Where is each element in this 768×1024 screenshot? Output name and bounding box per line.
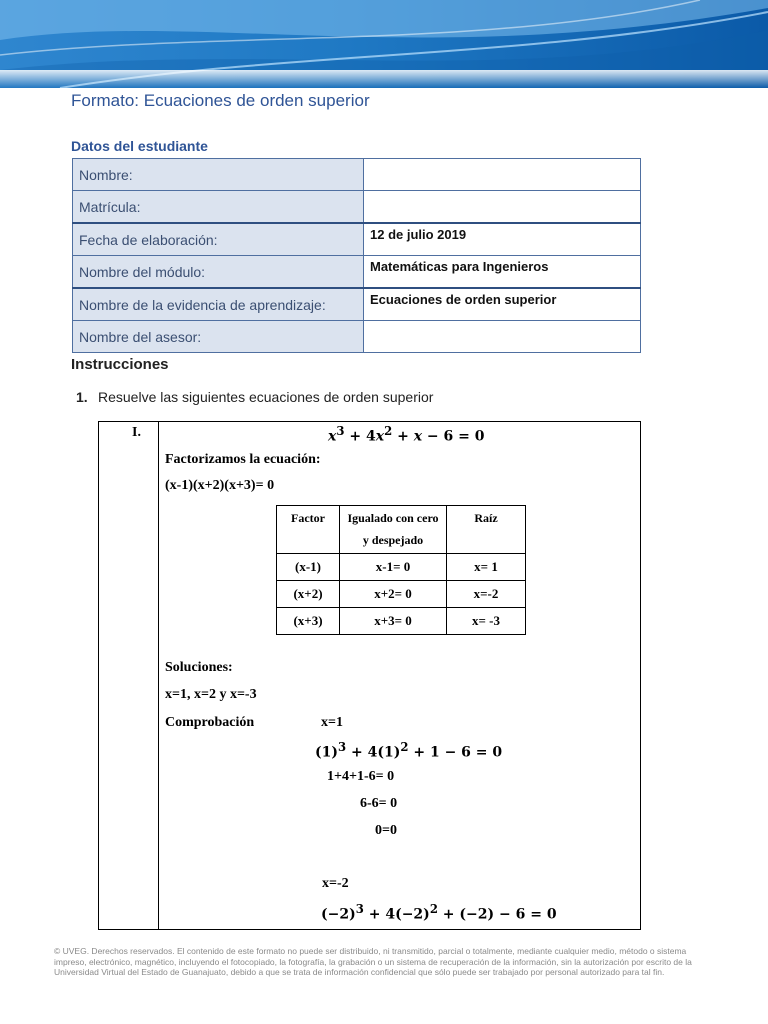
table-cell: (x-1) bbox=[277, 554, 340, 581]
table-row bbox=[73, 191, 641, 224]
row-value: Ecuaciones de orden superior bbox=[364, 288, 641, 321]
table-row bbox=[277, 581, 526, 608]
row-label: Matrícula: bbox=[73, 191, 364, 224]
table-row bbox=[73, 159, 641, 191]
check2-equation: $(-2)^3 + 4(-2)^2 + (-2) - 6 = 0$ bbox=[321, 902, 557, 923]
check1-step: 6-6= 0 bbox=[360, 796, 398, 811]
table-cell: (x+2) bbox=[277, 581, 340, 608]
factored-equation: (x-1)(x+2)(x+3)= 0 bbox=[165, 478, 275, 493]
check1-x: x=1 bbox=[321, 715, 343, 730]
row-value bbox=[364, 321, 641, 353]
row-value: Matemáticas para Ingenieros bbox=[364, 256, 641, 289]
table-cell: x-1= 0 bbox=[340, 554, 447, 581]
table-row bbox=[277, 608, 526, 635]
row-value bbox=[364, 159, 641, 191]
exercise-box bbox=[98, 421, 641, 930]
copyright-footer: © UVEG. Derechos reservados. El contenido de este formato no puede ser distribuido, ni transmitido, parcial o totalmente, mediante cualquier medio, método o sistema impreso, electrónico, magnético, incluyendo el fotocopiado, la fotografía, la grabación o un sistema de recuperación de la información, sin la autorización por escrito de la Universidad Virtual del Estado de Guanajuato, debido a que se trata de información confidencial que sólo puede ser trabajado por personal autorizado para tal fin. bbox=[54, 946, 692, 977]
row-label: Nombre del asesor: bbox=[73, 321, 364, 353]
student-section-label: Datos del estudiante bbox=[71, 138, 208, 154]
table-cell: x+2= 0 bbox=[340, 581, 447, 608]
row-label: Fecha de elaboración: bbox=[73, 223, 364, 256]
table-header: Igualado con cero y despejado bbox=[340, 506, 447, 554]
student-data-table bbox=[72, 158, 641, 353]
row-label: Nombre: bbox=[73, 159, 364, 191]
solutions-heading: Soluciones: bbox=[165, 660, 233, 675]
page-title: Formato: Ecuaciones de orden superior bbox=[71, 91, 370, 110]
row-value: 12 de julio 2019 bbox=[364, 223, 641, 256]
table-row bbox=[277, 506, 526, 554]
column-divider bbox=[158, 422, 159, 929]
table-cell: (x+3) bbox=[277, 608, 340, 635]
instructions-heading: Instrucciones bbox=[71, 356, 169, 373]
main-equation: $x^3 + 4x^2 + x - 6 = 0$ bbox=[328, 424, 485, 445]
check1-step: 1+4+1-6= 0 bbox=[327, 769, 395, 784]
table-header: Raíz bbox=[447, 506, 526, 554]
factor-table bbox=[276, 505, 526, 635]
instruction-item bbox=[76, 389, 433, 405]
table-cell: x= -3 bbox=[447, 608, 526, 635]
table-row bbox=[73, 256, 641, 289]
solutions-text: x=1, x=2 y x=-3 bbox=[165, 687, 257, 702]
header-banner bbox=[0, 0, 768, 88]
row-label: Nombre de la evidencia de aprendizaje: bbox=[73, 288, 364, 321]
table-row bbox=[73, 288, 641, 321]
table-cell: x=-2 bbox=[447, 581, 526, 608]
table-row bbox=[277, 554, 526, 581]
table-row bbox=[73, 223, 641, 256]
check1-step: 0=0 bbox=[375, 823, 397, 838]
exercise-numeral: I. bbox=[132, 425, 141, 440]
table-row bbox=[73, 321, 641, 353]
check-heading: Comprobación bbox=[165, 715, 255, 730]
check1-equation: $(1)^3 + 4(1)^2 + 1 - 6 = 0$ bbox=[315, 740, 503, 761]
row-value bbox=[364, 191, 641, 224]
table-header: Factor bbox=[277, 506, 340, 554]
table-cell: x= 1 bbox=[447, 554, 526, 581]
item-number: 1. bbox=[76, 389, 88, 405]
table-cell: x+3= 0 bbox=[340, 608, 447, 635]
item-text: Resuelve las siguientes ecuaciones de orden superior bbox=[98, 389, 434, 405]
row-label: Nombre del módulo: bbox=[73, 256, 364, 289]
factor-heading: Factorizamos la ecuación: bbox=[165, 452, 321, 467]
check2-x: x=-2 bbox=[322, 876, 349, 891]
